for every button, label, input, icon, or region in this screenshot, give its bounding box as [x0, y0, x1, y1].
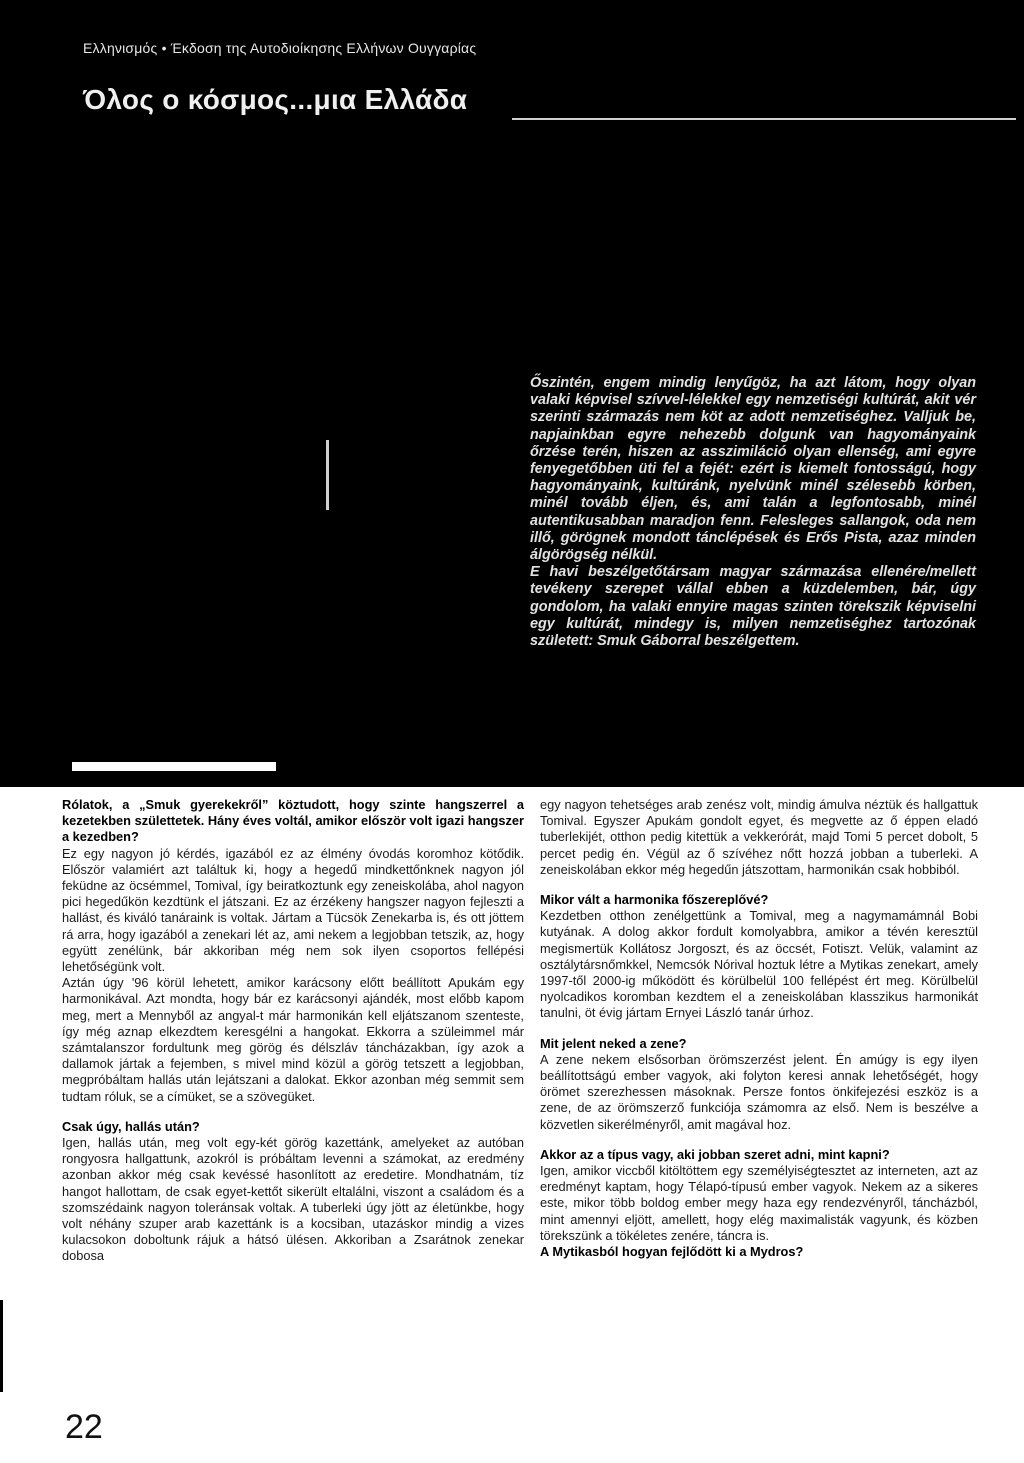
question-1: Rólatok, a „Smuk gyerekekről” köztudott, hogy szinte hangszerrel a kezetekben születtetek. Hány éves voltál, amikor először volt igazi hangszer a kezedben?: [62, 797, 524, 845]
decorative-bar: [72, 762, 276, 771]
photo-mark: [326, 440, 329, 510]
section-title: Όλος ο κόσμος...μια Ελλάδα: [83, 84, 468, 115]
answer-3: Kezdetben otthon zenélgettünk a Tomival, meg a nagymamámnál Bobi kutyának. A dolog akkor fordult komolyabbra, amikor a tévén keresztül megismertük Kollátosz Jorgoszt, és az öccsét, Fotiszt. Velük, valamint az osztálytársnőmkkel, Nemcsók Nórival hoztuk létre a Mytikas zenekart, amely 1997-től 2000-ig működött és körülbelül 100 fellépést ért meg. Körülbelül nyolcadikos koromban kezdtem el a zeneiskolában klasszikus harmonikát tanulni, öt évig jártam Ernyei László tanár úrhoz.: [540, 908, 978, 1021]
answer-1-paragraph-2: Aztán úgy '96 körül lehetett, amikor karácsony előtt beállított Apukám egy harmonikával. Azt mondta, hogy bár ez karácsonyi ajándék, most előbb kapom meg, mert a Mennyből az angyal-t már harmonikán kell eljátszanom szenteste, így még aznap elkezdtem keresgélni a hangokat. Ekkorra a szüleimmel már számtalanszor fordultunk meg görög és délszláv táncházakban, így azok a dallamok jártak a fejemben, s mivel mind közül a görög tetszett a legjobban, megpróbáltam hallás után lejátszani a dalokat. Ekkor azonban még semmit sem tudtam róluk, se a címüket, se a szövegüket.: [62, 975, 524, 1104]
answer-1-paragraph-1: Ez egy nagyon jó kérdés, igazából ez az élmény óvodás koromhoz kötődik. Először valamiért azt találtuk ki, hogy a hegedű mindkettőnknek nagyon jól feküdne az öcsémmel, Tomival, így beiratkoztunk egy zeneiskolába, ahol nagyon pici hegedűkön kezdtünk el játszani. Ez az érzékeny hangszer nagyon fejleszti a hallást, és kiváló tanáraink is voltak. Jártam a Tücsök Zenekarba is, és ott jöttem rá arra, hogy igazából a zenekari lét az, ami nekem a legjobban tetszik, az, hogy együtt zenélünk, bár akkoriban még nem sok ilyen csoportos fellépési lehetőségünk volt.: [62, 845, 524, 975]
answer-2-continued: egy nagyon tehetséges arab zenész volt, mindig ámulva néztük és hallgattuk Tomival. Egyszer Apukám gondolt egyet, és megvette az ő éppen eladó tuberlekijét, otthon pedig kitettük a vekkerórát, majd Tomi 5 percet dobolt, 5 percet pedig én. Végül az ő szívéhez nőtt hozzá jobban a tuberleki. A zeneiskolában ekkor még hegedűn játszottam, harmonikán csak hobbiból.: [540, 797, 978, 877]
page-number: 22: [65, 1408, 103, 1446]
intro-paragraph-2: E havi beszélgetőtársam magyar származása ellenére/mellett tevékeny szerepet vállal ebben a küzdelemben, bár, úgy gondolom, ha valaki ennyire magas szinten törekszik képviselni egy kultúrát, mindegy is, milyen nemzetiséghez tartozónak született: Smuk Gáborral beszélgettem.: [530, 564, 976, 650]
left-column: [62, 797, 524, 1265]
question-2: Csak úgy, hallás után?: [62, 1118, 200, 1134]
masthead: Ελληνισμός • Έκδοση της Αυτοδιοίκησης Ελλήνων Ουγγαρίας: [83, 40, 477, 56]
right-column: [540, 797, 978, 1260]
question-3: Mikor vált a harmonika főszereplővé?: [540, 892, 769, 908]
question-5: Akkor az a típus vagy, aki jobban szeret adni, mint kapni?: [540, 1146, 890, 1162]
answer-5: Igen, amikor viccből kitöltöttem egy személyiségtesztet az interneten, azt az eredményt kaptam, hogy Télapó-típusú ember vagyok. Nekem az a sikeres este, mikor több boldog ember megy haza egy rendezvényről, táncházból, mint amennyi eljött, amellett, hogy elég maximalisták vagyunk, és közben törekszünk a tökéletes zenére, táncra is.: [540, 1163, 978, 1243]
page-edge-mark: [0, 1300, 3, 1392]
intro-text: [530, 375, 976, 650]
answer-4: A zene nekem elsősorban örömszerzést jelent. Én amúgy is egy ilyen beállítottságú ember vagyok, aki folyton keresi annak lehetőségét, hogy örömet szerezhessen másoknak. Persze fontos önkifejezési eszköz is a zene, de az örömszerző funkciója számomra az első. Nem is beszélve a közvetlen sikerélményről, amit magával hoz.: [540, 1051, 978, 1132]
title-rule: [512, 118, 1016, 120]
question-6: A Mytikasból hogyan fejlődött ki a Mydros?: [540, 1244, 804, 1260]
question-4: Mit jelent neked a zene?: [540, 1035, 687, 1051]
answer-2: Igen, hallás után, meg volt egy-két görög kazettánk, amelyeket az autóban rongyosra hallgattunk, azokról is próbáltam levenni a számokat, az eredmény azonban akkor még csak kevéssé hasonlított az eredetire. Mondhatnám, tíz hangot hallottam, de csak egyet-kettőt sikerült eltalálni, viszont a családom és a szomszédaink nagyon toleránsak voltak. A tuberleki úgy jött az életünkbe, hogy volt néhány szuper arab kazettánk is a kocsiban, utazáskor mindig a vizes kulacsokon doboltunk rájuk a hátsó ülésen. Akkoriban a Zsarátnok zenekar dobosa: [62, 1135, 524, 1264]
intro-paragraph-1: Őszintén, engem mindig lenyűgöz, ha azt látom, hogy olyan valaki képvisel szívvel-lélekkel egy nemzetiségi kultúrát, akit vér szerinti származás nem köt az adott nemzetiséghez. Valljuk be, napjainkban egyre nehezebb dolgunk van hagyományaink őrzése terén, hiszen az asszimiláció olyan ellenség, ami egyre fenyegetőbben üti fel a fejét: ezért is kiemelt fontosságú, hogy hagyományaink, kultúránk, nyelvünk minél szélesebb körben, minél tovább éljen, és, ami talán a legfontosabb, minél autentikusabban maradjon fenn. Felesleges sallangok, oda nem illő, görögnek mondott tánclépések és Erős Pista, azaz minden álgörögség nélkül.: [530, 375, 976, 564]
